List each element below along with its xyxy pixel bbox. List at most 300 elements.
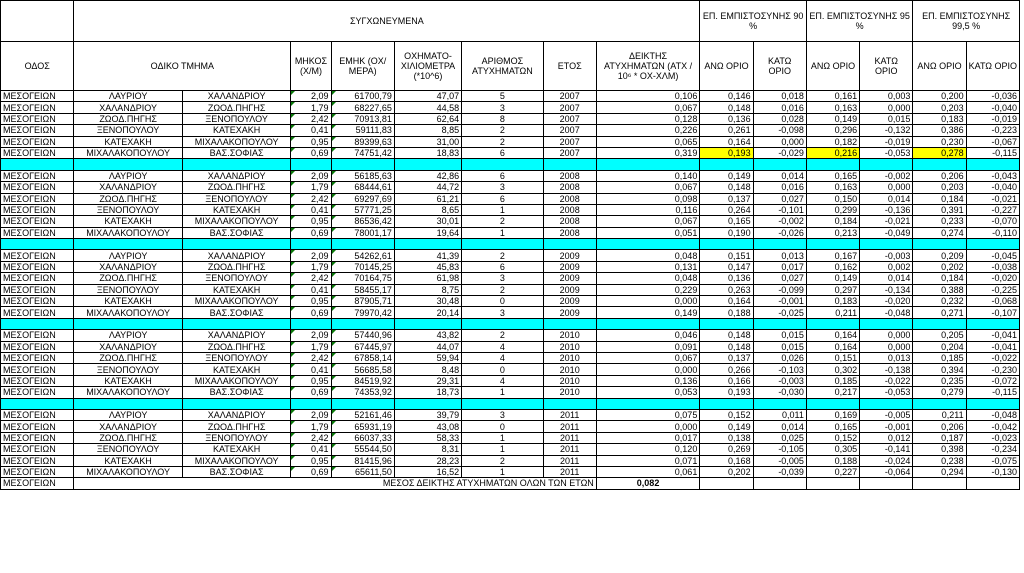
table-cell: 1,79 bbox=[291, 182, 331, 193]
table-cell: 0,274 bbox=[913, 227, 966, 238]
table-cell: 19,64 bbox=[394, 227, 461, 238]
table-cell: 0,137 bbox=[700, 352, 753, 363]
table-cell: ΞΕΝΟΠΟΥΛΟΥ bbox=[182, 432, 291, 443]
table-cell: 0,000 bbox=[860, 330, 913, 341]
table-cell: 0,161 bbox=[806, 91, 859, 102]
table-cell: -0,234 bbox=[966, 444, 1019, 455]
table-cell: ΒΑΣ.ΣΟΦΙΑΣ bbox=[182, 227, 291, 238]
table-cell: ΒΑΣ.ΣΟΦΙΑΣ bbox=[182, 387, 291, 398]
table-cell: ΚΑΤΕΧΑΚΗ bbox=[182, 284, 291, 295]
table-cell: 0,017 bbox=[596, 432, 700, 443]
table-cell: 0,000 bbox=[596, 364, 700, 375]
table-cell: 0,164 bbox=[700, 136, 753, 147]
table-cell: 65931,19 bbox=[331, 421, 394, 432]
table-cell: 0,027 bbox=[753, 193, 806, 204]
table-cell: 0 bbox=[462, 421, 543, 432]
table-cell: 0,148 bbox=[700, 102, 753, 113]
table-cell: ΚΑΤΕΧΑΚΗ bbox=[182, 204, 291, 215]
table-cell: -0,072 bbox=[966, 375, 1019, 386]
separator-cell bbox=[700, 398, 753, 409]
table-cell: 8,85 bbox=[394, 125, 461, 136]
table-cell: 0,394 bbox=[913, 364, 966, 375]
separator-cell bbox=[753, 159, 806, 170]
group-separator bbox=[1, 398, 1020, 409]
separator-cell bbox=[806, 159, 859, 170]
table-row bbox=[1, 182, 1020, 193]
table-cell: 67858,14 bbox=[331, 352, 394, 363]
table-cell: ΜΕΣΟΓΕΙΩΝ bbox=[1, 330, 74, 341]
header-upper-995: ΑΝΩ ΟΡΙΟ bbox=[913, 42, 966, 91]
table-row bbox=[1, 330, 1020, 341]
separator-cell bbox=[331, 239, 394, 250]
table-cell: -0,040 bbox=[966, 182, 1019, 193]
table-cell: 0,136 bbox=[596, 375, 700, 386]
table-cell: ΜΕΣΟΓΕΙΩΝ bbox=[1, 455, 74, 466]
table-cell: 0,014 bbox=[753, 170, 806, 181]
table-cell: -0,003 bbox=[753, 375, 806, 386]
table-cell: ΚΑΤΕΧΑΚΗ bbox=[74, 455, 183, 466]
header-lower-90: ΚΑΤΩ ΟΡΙΟ bbox=[753, 42, 806, 91]
footer-empty bbox=[860, 478, 913, 489]
table-cell: 0,116 bbox=[596, 204, 700, 215]
table-cell: 62,64 bbox=[394, 113, 461, 124]
table-cell: ΜΕΣΟΓΕΙΩΝ bbox=[1, 193, 74, 204]
table-cell: 0,226 bbox=[596, 125, 700, 136]
table-cell: 0,41 bbox=[291, 364, 331, 375]
table-cell: 0,152 bbox=[806, 432, 859, 443]
table-cell: -0,134 bbox=[860, 284, 913, 295]
table-cell: 0,148 bbox=[700, 330, 753, 341]
table-cell: 5 bbox=[462, 91, 543, 102]
table-cell: 0,051 bbox=[596, 227, 700, 238]
table-cell: 0,000 bbox=[860, 341, 913, 352]
table-cell: 0,128 bbox=[596, 113, 700, 124]
table-cell: 55544,50 bbox=[331, 444, 394, 455]
table-cell: 6 bbox=[462, 170, 543, 181]
table-cell: 0,152 bbox=[700, 409, 753, 420]
table-cell: 0,163 bbox=[806, 102, 859, 113]
table-cell: 0,266 bbox=[700, 364, 753, 375]
table-cell: 0,69 bbox=[291, 466, 331, 477]
table-cell: ΞΕΝΟΠΟΥΛΟΥ bbox=[182, 352, 291, 363]
table-cell: 0,148 bbox=[700, 341, 753, 352]
table-cell: -0,105 bbox=[753, 444, 806, 455]
table-cell: -0,101 bbox=[753, 204, 806, 215]
table-cell: ΛΑΥΡΙΟΥ bbox=[74, 91, 183, 102]
table-cell: 0,278 bbox=[913, 147, 966, 158]
table-cell: ΒΑΣ.ΣΟΦΙΑΣ bbox=[182, 466, 291, 477]
table-row bbox=[1, 91, 1020, 102]
table-cell: 0,065 bbox=[596, 136, 700, 147]
table-cell: ΜΕΣΟΓΕΙΩΝ bbox=[1, 364, 74, 375]
table-cell: 0,071 bbox=[596, 455, 700, 466]
table-cell: 0,166 bbox=[700, 375, 753, 386]
table-cell: -0,023 bbox=[966, 432, 1019, 443]
table-cell: -0,132 bbox=[860, 125, 913, 136]
table-cell: 4 bbox=[462, 375, 543, 386]
table-cell: 0,204 bbox=[913, 341, 966, 352]
table-cell: 8 bbox=[462, 113, 543, 124]
table-cell: 0,017 bbox=[753, 261, 806, 272]
table-cell: -0,005 bbox=[753, 455, 806, 466]
table-cell: ΜΙΧΑΛΑΚΟΠΟΥΛΟΥ bbox=[182, 296, 291, 307]
table-cell: ΧΑΛΑΝΔΡΙΟΥ bbox=[74, 421, 183, 432]
table-cell: 2,09 bbox=[291, 409, 331, 420]
table-cell: -0,048 bbox=[966, 409, 1019, 420]
table-cell: 2011 bbox=[543, 466, 596, 477]
table-cell: 0,000 bbox=[753, 136, 806, 147]
table-cell: ΚΑΤΕΧΑΚΗ bbox=[182, 364, 291, 375]
table-cell: 2009 bbox=[543, 250, 596, 261]
table-cell: 3 bbox=[462, 273, 543, 284]
table-cell: 0,137 bbox=[700, 193, 753, 204]
table-cell: 45,83 bbox=[394, 261, 461, 272]
table-row bbox=[1, 409, 1020, 420]
table-cell: -0,001 bbox=[753, 296, 806, 307]
table-cell: 0,053 bbox=[596, 387, 700, 398]
table-cell: 2,09 bbox=[291, 330, 331, 341]
table-cell: 69297,69 bbox=[331, 193, 394, 204]
table-cell: 0,027 bbox=[753, 273, 806, 284]
table-cell: ΧΑΛΑΝΔΡΙΟΥ bbox=[182, 170, 291, 181]
table-cell: 1,79 bbox=[291, 102, 331, 113]
table-cell: -0,029 bbox=[753, 147, 806, 158]
table-cell: 0,149 bbox=[700, 421, 753, 432]
table-cell: ΜΕΣΟΓΕΙΩΝ bbox=[1, 352, 74, 363]
table-cell: 2,42 bbox=[291, 432, 331, 443]
table-cell: 0,014 bbox=[860, 273, 913, 284]
separator-cell bbox=[806, 318, 859, 329]
table-cell: -0,223 bbox=[966, 125, 1019, 136]
footer-row bbox=[1, 478, 1020, 489]
header-lower-95: ΚΑΤΩ ΟΡΙΟ bbox=[860, 42, 913, 91]
table-cell: 61,21 bbox=[394, 193, 461, 204]
table-cell: 0,165 bbox=[700, 216, 753, 227]
table-cell: 70913,81 bbox=[331, 113, 394, 124]
table-cell: 2,42 bbox=[291, 352, 331, 363]
table-cell: 67445,97 bbox=[331, 341, 394, 352]
table-cell: 42,86 bbox=[394, 170, 461, 181]
table-cell: 0,233 bbox=[913, 216, 966, 227]
table-cell: ΚΑΤΕΧΑΚΗ bbox=[74, 216, 183, 227]
table-cell: 0,164 bbox=[700, 296, 753, 307]
table-cell: ΞΕΝΟΠΟΥΛΟΥ bbox=[74, 444, 183, 455]
table-cell: 0,398 bbox=[913, 444, 966, 455]
table-cell: 0,230 bbox=[913, 136, 966, 147]
table-cell: 2007 bbox=[543, 91, 596, 102]
table-cell: ΚΑΤΕΧΑΚΗ bbox=[74, 375, 183, 386]
separator-cell bbox=[394, 159, 461, 170]
table-cell: 0,69 bbox=[291, 387, 331, 398]
table-cell: 0,120 bbox=[596, 444, 700, 455]
separator-cell bbox=[596, 398, 700, 409]
table-cell: 0,200 bbox=[913, 91, 966, 102]
table-cell: ΖΩΟΔ.ΠΗΓΗΣ bbox=[182, 182, 291, 193]
table-cell: 1 bbox=[462, 387, 543, 398]
table-cell: 0,299 bbox=[806, 204, 859, 215]
table-cell: 68227,65 bbox=[331, 102, 394, 113]
table-cell: 0,136 bbox=[700, 113, 753, 124]
table-cell: 8,65 bbox=[394, 204, 461, 215]
separator-cell bbox=[913, 398, 966, 409]
table-cell: ΜΕΣΟΓΕΙΩΝ bbox=[1, 204, 74, 215]
table-cell: -0,040 bbox=[966, 102, 1019, 113]
table-cell: 0,388 bbox=[913, 284, 966, 295]
table-cell: ΜΕΣΟΓΕΙΩΝ bbox=[1, 216, 74, 227]
table-cell: ΞΕΝΟΠΟΥΛΟΥ bbox=[74, 364, 183, 375]
table-cell: ΜΕΣΟΓΕΙΩΝ bbox=[1, 432, 74, 443]
table-cell: 0,203 bbox=[913, 102, 966, 113]
table-cell: 2011 bbox=[543, 409, 596, 420]
table-cell: ΜΕΣΟΓΕΙΩΝ bbox=[1, 466, 74, 477]
table-cell: 2 bbox=[462, 330, 543, 341]
table-cell: 0,305 bbox=[806, 444, 859, 455]
header-rate: ΔΕΙΚΤΗΣ ΑΤΥΧΗΜΑΤΩΝ (ΑΤΧ / 10⁶ * ΟΧ-ΧΛΜ) bbox=[596, 42, 700, 91]
header-ci995: ΕΠ. ΕΜΠΙΣΤΟΣΥΝΗΣ 99,5 % bbox=[913, 1, 1020, 42]
table-cell: ΖΩΟΔ.ΠΗΓΗΣ bbox=[182, 102, 291, 113]
header-blank bbox=[1, 1, 74, 42]
separator-cell bbox=[1, 239, 74, 250]
separator-cell bbox=[1, 318, 74, 329]
table-cell: 2009 bbox=[543, 284, 596, 295]
separator-cell bbox=[182, 239, 291, 250]
table-row bbox=[1, 387, 1020, 398]
table-cell: 0,187 bbox=[913, 432, 966, 443]
table-cell: 0,183 bbox=[913, 113, 966, 124]
separator-cell bbox=[913, 318, 966, 329]
table-cell: ΖΩΟΔ.ΠΗΓΗΣ bbox=[74, 273, 183, 284]
table-cell: ΧΑΛΑΝΔΡΙΟΥ bbox=[74, 261, 183, 272]
table-cell: 0,165 bbox=[806, 170, 859, 181]
footer-empty bbox=[913, 478, 966, 489]
table-cell: -0,042 bbox=[966, 421, 1019, 432]
table-cell: 0,140 bbox=[596, 170, 700, 181]
table-cell: 66037,33 bbox=[331, 432, 394, 443]
separator-cell bbox=[182, 159, 291, 170]
table-cell: 0,131 bbox=[596, 261, 700, 272]
table-cell: 74751,42 bbox=[331, 147, 394, 158]
table-cell: ΖΩΟΔ.ΠΗΓΗΣ bbox=[74, 113, 183, 124]
table-cell: 0,016 bbox=[753, 102, 806, 113]
table-cell: 0,000 bbox=[860, 102, 913, 113]
table-cell: 57771,25 bbox=[331, 204, 394, 215]
table-cell: 0,014 bbox=[753, 421, 806, 432]
separator-cell bbox=[331, 318, 394, 329]
table-cell: -0,067 bbox=[966, 136, 1019, 147]
table-cell: 2011 bbox=[543, 432, 596, 443]
table-cell: 2007 bbox=[543, 102, 596, 113]
table-cell: ΜΙΧΑΛΑΚΟΠΟΥΛΟΥ bbox=[182, 136, 291, 147]
table-cell: 6 bbox=[462, 261, 543, 272]
footer-road: ΜΕΣΟΓΕΙΩΝ bbox=[1, 478, 74, 489]
table-cell: -0,099 bbox=[753, 284, 806, 295]
table-cell: 74353,92 bbox=[331, 387, 394, 398]
separator-cell bbox=[462, 159, 543, 170]
table-row bbox=[1, 125, 1020, 136]
table-cell: 0,151 bbox=[700, 250, 753, 261]
table-cell: 2007 bbox=[543, 113, 596, 124]
table-cell: -0,030 bbox=[753, 387, 806, 398]
header-year: ΕΤΟΣ bbox=[543, 42, 596, 91]
table-cell: -0,002 bbox=[860, 170, 913, 181]
separator-cell bbox=[700, 239, 753, 250]
table-cell: -0,021 bbox=[860, 216, 913, 227]
table-cell: 2011 bbox=[543, 444, 596, 455]
table-cell: 1 bbox=[462, 444, 543, 455]
table-cell: ΖΩΟΔ.ΠΗΓΗΣ bbox=[74, 352, 183, 363]
table-cell: 0,067 bbox=[596, 352, 700, 363]
separator-cell bbox=[700, 318, 753, 329]
table-cell: ΞΕΝΟΠΟΥΛΟΥ bbox=[182, 193, 291, 204]
table-cell: 52161,46 bbox=[331, 409, 394, 420]
table-cell: 2008 bbox=[543, 204, 596, 215]
separator-cell bbox=[291, 239, 331, 250]
table-cell: 0,182 bbox=[806, 136, 859, 147]
table-cell: ΜΙΧΑΛΑΚΟΠΟΥΛΟΥ bbox=[182, 375, 291, 386]
footer-mean-rate: 0,082 bbox=[596, 478, 700, 489]
table-cell: 0,011 bbox=[753, 409, 806, 420]
table-cell: 0,149 bbox=[596, 307, 700, 318]
table-cell: 0,164 bbox=[806, 341, 859, 352]
table-cell: ΧΑΛΑΝΔΡΙΟΥ bbox=[182, 409, 291, 420]
table-cell: ΜΕΣΟΓΕΙΩΝ bbox=[1, 409, 74, 420]
table-cell: 0,279 bbox=[913, 387, 966, 398]
table-cell: 0,185 bbox=[913, 352, 966, 363]
table-cell: 0,138 bbox=[700, 432, 753, 443]
table-cell: 0,012 bbox=[860, 432, 913, 443]
table-row bbox=[1, 455, 1020, 466]
table-row bbox=[1, 170, 1020, 181]
separator-cell bbox=[966, 239, 1019, 250]
header-segment: ΟΔΙΚΟ ΤΜΗΜΑ bbox=[74, 42, 291, 91]
table-cell: 0,95 bbox=[291, 296, 331, 307]
table-cell: 2007 bbox=[543, 136, 596, 147]
table-cell: -0,021 bbox=[966, 193, 1019, 204]
separator-cell bbox=[966, 398, 1019, 409]
table-cell: 8,31 bbox=[394, 444, 461, 455]
table-cell: 3 bbox=[462, 307, 543, 318]
table-cell: 0,150 bbox=[806, 193, 859, 204]
table-cell: 58455,17 bbox=[331, 284, 394, 295]
table-cell: 0,067 bbox=[596, 216, 700, 227]
table-cell: 0,046 bbox=[596, 330, 700, 341]
table-cell: 0,106 bbox=[596, 91, 700, 102]
table-cell: -0,053 bbox=[860, 147, 913, 158]
table-cell: 39,79 bbox=[394, 409, 461, 420]
table-cell: 2009 bbox=[543, 273, 596, 284]
table-cell: 61700,79 bbox=[331, 91, 394, 102]
table-row bbox=[1, 284, 1020, 295]
table-cell: 68444,61 bbox=[331, 182, 394, 193]
separator-cell bbox=[74, 398, 183, 409]
table-cell: 0,95 bbox=[291, 216, 331, 227]
table-cell: 0,202 bbox=[700, 466, 753, 477]
table-cell: 2 bbox=[462, 284, 543, 295]
table-cell: -0,039 bbox=[753, 466, 806, 477]
table-cell: 0,269 bbox=[700, 444, 753, 455]
table-cell: ΜΕΣΟΓΕΙΩΝ bbox=[1, 387, 74, 398]
separator-cell bbox=[462, 398, 543, 409]
table-cell: 2010 bbox=[543, 364, 596, 375]
table-cell: 2009 bbox=[543, 261, 596, 272]
table-cell: 30,01 bbox=[394, 216, 461, 227]
footer-label: ΜΕΣΟΣ ΔΕΙΚΤΗΣ ΑΤΥΧΗΜΑΤΩΝ ΟΛΩΝ ΤΩΝ ΕΤΩΝ bbox=[74, 478, 596, 489]
table-cell: 3 bbox=[462, 102, 543, 113]
table-cell: 0,206 bbox=[913, 170, 966, 181]
table-cell: 0,169 bbox=[806, 409, 859, 420]
table-cell: ΛΑΥΡΙΟΥ bbox=[74, 330, 183, 341]
table-cell: 0,69 bbox=[291, 147, 331, 158]
table-cell: -0,005 bbox=[860, 409, 913, 420]
table-cell: 0,203 bbox=[913, 182, 966, 193]
table-cell: 56685,58 bbox=[331, 364, 394, 375]
table-cell: 6 bbox=[462, 193, 543, 204]
table-cell: 2008 bbox=[543, 216, 596, 227]
table-cell: ΒΑΣ.ΣΟΦΙΑΣ bbox=[182, 147, 291, 158]
table-cell: 2008 bbox=[543, 227, 596, 238]
table-cell: 0,061 bbox=[596, 466, 700, 477]
table-cell: 0,151 bbox=[806, 352, 859, 363]
table-cell: 0,167 bbox=[806, 250, 859, 261]
table-cell: ΧΑΛΑΝΔΡΙΟΥ bbox=[182, 91, 291, 102]
table-cell: ΚΑΤΕΧΑΚΗ bbox=[182, 125, 291, 136]
table-cell: 0,000 bbox=[596, 421, 700, 432]
table-cell: 1 bbox=[462, 227, 543, 238]
table-cell: 0,002 bbox=[860, 261, 913, 272]
table-cell: 43,08 bbox=[394, 421, 461, 432]
table-cell: 2 bbox=[462, 250, 543, 261]
table-cell: 0,185 bbox=[806, 375, 859, 386]
table-cell: -0,107 bbox=[966, 307, 1019, 318]
separator-cell bbox=[966, 318, 1019, 329]
table-cell: 41,39 bbox=[394, 250, 461, 261]
table-cell: 0,149 bbox=[806, 113, 859, 124]
separator-cell bbox=[182, 318, 291, 329]
table-cell: 87905,71 bbox=[331, 296, 394, 307]
table-cell: -0,001 bbox=[860, 421, 913, 432]
separator-cell bbox=[913, 159, 966, 170]
table-cell: 0,075 bbox=[596, 409, 700, 420]
header-length: ΜΗΚΟΣ (Χ/Μ) bbox=[291, 42, 331, 91]
table-cell: 0,229 bbox=[596, 284, 700, 295]
table-cell: 1,79 bbox=[291, 261, 331, 272]
table-cell: 0,149 bbox=[700, 170, 753, 181]
table-cell: 18,73 bbox=[394, 387, 461, 398]
table-cell: 1,79 bbox=[291, 421, 331, 432]
table-cell: -0,227 bbox=[966, 204, 1019, 215]
table-cell: 0,294 bbox=[913, 466, 966, 477]
table-cell: -0,070 bbox=[966, 216, 1019, 227]
header-upper-90: ΑΝΩ ΟΡΙΟ bbox=[700, 42, 753, 91]
table-cell: 65611,50 bbox=[331, 466, 394, 477]
table-cell: ΜΙΧΑΛΑΚΟΠΟΥΛΟΥ bbox=[74, 147, 183, 158]
table-cell: 44,58 bbox=[394, 102, 461, 113]
table-cell: 4 bbox=[462, 341, 543, 352]
table-cell: 0,263 bbox=[700, 284, 753, 295]
table-cell: ΖΩΟΔ.ΠΗΓΗΣ bbox=[74, 432, 183, 443]
table-cell: 0,211 bbox=[806, 307, 859, 318]
table-cell: 0,163 bbox=[806, 182, 859, 193]
table-cell: ΚΑΤΕΧΑΚΗ bbox=[74, 136, 183, 147]
table-cell: 2,42 bbox=[291, 273, 331, 284]
table-cell: 0,015 bbox=[753, 330, 806, 341]
table-cell: -0,020 bbox=[966, 273, 1019, 284]
table-row bbox=[1, 227, 1020, 238]
table-cell: 0,067 bbox=[596, 102, 700, 113]
table-cell: 0,162 bbox=[806, 261, 859, 272]
table-cell: 3 bbox=[462, 409, 543, 420]
separator-cell bbox=[700, 159, 753, 170]
